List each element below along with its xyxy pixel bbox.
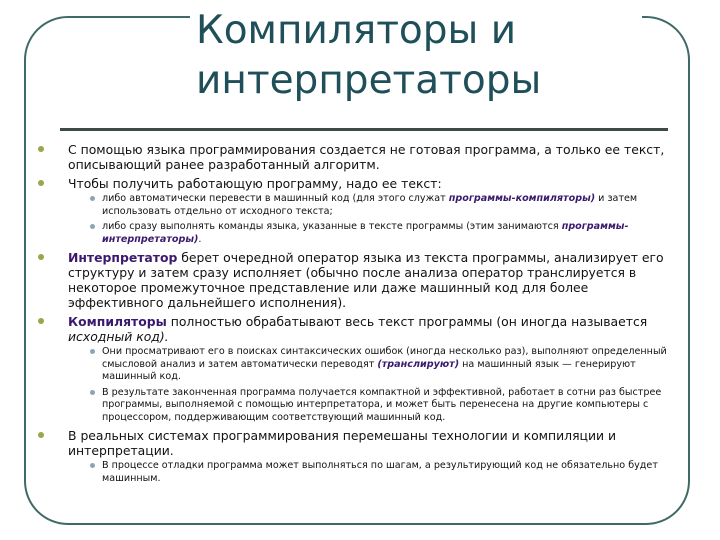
title-line-1: Компиляторы и <box>196 8 517 53</box>
bullet-icon <box>38 254 44 260</box>
list-item <box>36 428 676 485</box>
term-interpreters: программы-интерпретаторы) <box>102 221 629 245</box>
sub-bullet-icon <box>90 196 95 201</box>
sub-list <box>68 460 676 485</box>
sub-text: и затем использовать отдельно от исходного текста; <box>102 193 638 217</box>
term-compilers: программы-компиляторы) <box>448 193 596 204</box>
bullet-icon <box>38 432 44 438</box>
bullet-text: Чтобы получить работающую программу, надо ее текст: <box>68 176 442 191</box>
sub-list <box>68 346 676 424</box>
slide-title <box>190 6 642 106</box>
slide-body <box>36 142 676 489</box>
sub-list-item <box>68 387 676 425</box>
sub-text: либо автоматически перевести в машинный код (для этого служат <box>102 193 449 204</box>
term-source-code: исходный код). <box>68 329 169 344</box>
list-item <box>36 250 676 310</box>
bullet-text: В реальных системах программирования перемешаны технологии и компиляции и интерпретации. <box>68 428 617 458</box>
bullet-text: берет очередной оператор языка из текста программы, анализирует его структуру и затем сразу исполняет (обычно после анализа оператор транслируется в некоторое промежуточное представление или даже машинный код для более эффективного дальнейшего исполнения). <box>68 250 664 310</box>
term-translate: (транслируют) <box>377 358 460 370</box>
sub-list-item <box>68 346 676 384</box>
term-interpreter: Интерпретатор <box>68 250 178 265</box>
sub-text: В процессе отладки программа может выполняться по шагам, а результирующий код не обязательно будет машинным. <box>102 460 658 484</box>
sub-text: . <box>198 233 202 245</box>
bullet-icon <box>38 146 44 152</box>
sub-text: В результате законченная программа получается компактной и эффективной, работает в сотни раз быстрее программы, выполняемой с помощью интерпретатора, и может быть перенесена на другие компьютеры с процессором, поддерживающим соответствующий машинный код. <box>102 386 662 423</box>
list-item <box>36 314 676 424</box>
sub-list-item <box>68 460 676 485</box>
sub-bullet-icon <box>90 349 95 354</box>
bullet-icon <box>38 180 44 186</box>
sub-list-item <box>68 193 676 218</box>
sub-bullet-icon <box>90 390 95 395</box>
bullet-icon <box>38 318 44 324</box>
sub-text: либо сразу выполнять команды языка, указанные в тексте программы (этим занимаются <box>102 221 562 232</box>
sub-bullet-icon <box>90 224 95 229</box>
title-line-2: интерпретаторы <box>196 58 542 103</box>
sub-list-item <box>68 221 676 246</box>
list-item <box>36 176 676 246</box>
sub-text: на машинный язык — генерируют машинный код. <box>102 358 636 382</box>
sub-list <box>68 193 676 246</box>
bullet-text: С помощью языка программирования создается не готовая программа, а только ее текст, описывающий ранее разработанный алгоритм. <box>68 142 665 172</box>
sub-bullet-icon <box>90 463 95 468</box>
term-compilers-bold: Компиляторы <box>68 314 167 329</box>
bullet-text: полностью обрабатывают весь текст программы (он иногда называется <box>166 314 648 329</box>
title-underline <box>60 128 668 131</box>
sub-text: Они просматривают его в поисках синтаксических ошибок (иногда несколько раз), выполняют определенный смысловой анализ и затем автоматически переводят <box>102 346 667 370</box>
list-item <box>36 142 676 172</box>
bullet-list <box>36 142 676 485</box>
